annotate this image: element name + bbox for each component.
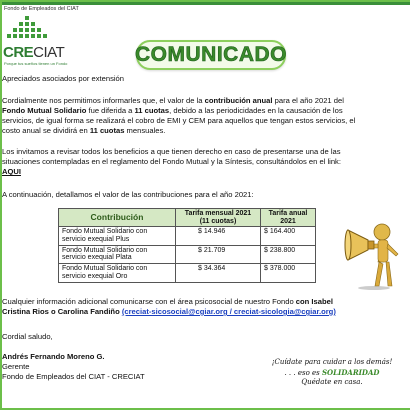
contributions-table [58,208,316,283]
aqui-link[interactable]: AQUI [2,167,21,176]
col-header-contribution: Contribución [59,209,176,227]
greeting: Apreciados asociados por extensión [2,74,124,83]
paragraph-3: A continuación, detallamos el valor de las contribuciones para el año 2021: [2,190,254,199]
plan-cell: Fondo Mutual Solidario con servicio exequial Plata [59,245,176,264]
slogan-line-2: . . . eso es SOLIDARIDAD [284,367,380,377]
monthly-cell: $ 14.946 [176,227,261,246]
top-accent-bar [2,2,410,5]
paragraph-2-line-1: Los invitamos a revisar todos los beneficios a que tienen derecho en caso de presentarse una de las [2,147,341,156]
email-link[interactable]: (creciat-sicosocial@cgiar.org / creciat-sicologia@cgiar.org) [121,307,336,316]
paragraph-1-line-3: servicios, de igual forma se realizará el cobro de EMI y CEM para aquellos que tengan estos servicios, el [2,116,356,125]
monthly-cell: $ 34.364 [176,264,261,283]
paragraph-1-line-1: Cordialmente nos permitimos informarles que, el valor de la contribución anual para el año 2021 del [2,96,344,105]
closing: Cordial saludo, [2,332,53,341]
signer-org: Fondo de Empleados del CIAT - CRECIAT [2,372,145,381]
paragraph-4-line-1: Cualquier información adicional comunicarse con el área psicosocial de nuestro Fondo con Isabel [2,297,333,306]
paragraph-4-line-2: Cristina Rios o Carolina Fandiño (creciat-sicosocial@cgiar.org / creciat-sicologia@cgiar.org) [2,307,336,316]
monthly-cell: $ 21.709 [176,245,261,264]
annual-cell: $ 378.000 [261,264,316,283]
slogan-line-1: ¡Cuídate para cuidar a los demás! [271,358,393,366]
title-banner [136,40,286,70]
paragraph-2-line-3 [2,167,21,177]
paragraph-1-line-4: costo anual se dividirá en 11 cuotas mensuales. [2,126,166,135]
org-name-small: Fondo de Empleados del CIAT [4,6,79,12]
col-header-annual: Tarifa anual 2021 [261,209,316,227]
table-row [59,227,316,246]
col-header-monthly: Tarifa mensual 2021 (11 cuotas) [176,209,261,227]
table-header-row [59,209,316,227]
signer-name: Andrés Fernando Moreno G. [2,352,105,361]
slogan-line-3: Quédate en casa. [301,378,363,386]
table-row [59,245,316,264]
annual-cell: $ 164.400 [261,227,316,246]
megaphone-figure-icon [344,218,404,290]
paragraph-2-line-2: situaciones contempladas en el reglamento del Fondo Mutual y la Síntesis, consultándolos en el link: [2,157,341,166]
page-title: COMUNICADO [135,43,287,66]
table-row [59,264,316,283]
creciat-logo-text: CRECIAT [3,44,65,61]
annual-cell: $ 238.800 [261,245,316,264]
plan-cell: Fondo Mutual Solidario con servicio exequial Plus [59,227,176,246]
paragraph-1-line-2: Fondo Mutual Solidario fue diferida a 11 cuotas, debido a las periodicidades en la causación de los [2,106,343,115]
logo-tagline: Porque tus sueños tienen un Fondo [4,61,68,66]
signer-role: Gerente [2,362,30,371]
slogan [256,358,408,388]
plan-cell: Fondo Mutual Solidario con servicio exequial Oro [59,264,176,283]
